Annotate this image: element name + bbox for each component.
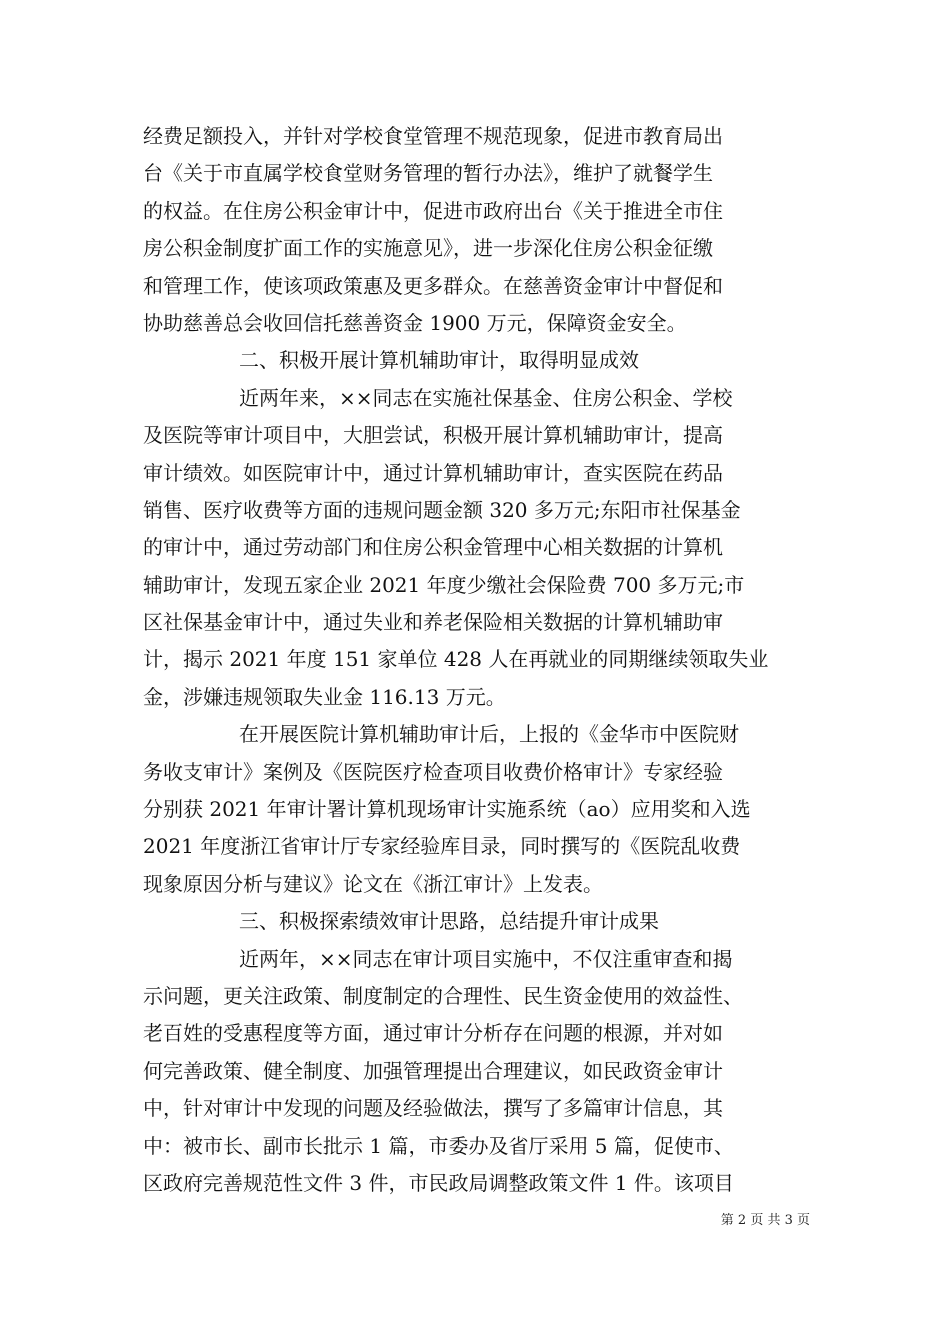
text-line: 2021 年度浙江省审计厅专家经验库目录，同时撰写的《医院乱收费 xyxy=(143,834,741,859)
section-heading: 三、积极探索绩效审计思路，总结提升审计成果 xyxy=(239,909,659,934)
text-line: 和管理工作，使该项政策惠及更多群众。在慈善资金审计中督促和 xyxy=(143,273,723,298)
text-line: 示问题，更关注政策、制度制定的合理性、民生资金使用的效益性、 xyxy=(143,983,743,1008)
body-text xyxy=(143,118,807,1202)
text-line: 老百姓的受惠程度等方面，通过审计分析存在问题的根源，并对如 xyxy=(143,1021,723,1046)
text-line: 经费足额投入，并针对学校食堂管理不规范现象，促进市教育局出 xyxy=(143,124,723,148)
text-line: 区政府完善规范性文件 3 件，市民政局调整政策文件 1 件。该项目 xyxy=(143,1170,734,1195)
text-line: 中，针对审计中发现的问题及经验做法，撰写了多篇审计信息，其 xyxy=(143,1096,723,1121)
text-line: 台《关于市直属学校食堂财务管理的暂行办法》，维护了就餐学生 xyxy=(143,161,713,186)
text-line: 及医院等审计项目中，大胆尝试，积极开展计算机辅助审计，提高 xyxy=(143,423,723,448)
paragraph-first-line: 近两年，××同志在审计项目实施中，不仅注重审查和揭 xyxy=(239,946,733,971)
text-line: 的权益。在住房公积金审计中，促进市政府出台《关于推进全市住 xyxy=(143,198,723,223)
text-line: 房公积金制度扩面工作的实施意见》，进一步深化住房公积金征缴 xyxy=(143,236,713,261)
text-line: 审计绩效。如医院审计中，通过计算机辅助审计，查实医院在药品 xyxy=(143,460,723,485)
text-line: 务收支审计》案例及《医院医疗检查项目收费价格审计》专家经验 xyxy=(143,759,723,784)
text-line: 区社保基金审计中，通过失业和养老保险相关数据的计算机辅助审 xyxy=(143,610,723,635)
section-heading: 二、积极开展计算机辅助审计，取得明显成效 xyxy=(239,348,639,373)
paragraph-first-line: 近两年来，××同志在实施社保基金、住房公积金、学校 xyxy=(239,385,733,410)
text-line: 辅助审计，发现五家企业 2021 年度少缴社会保险费 700 多万元;市 xyxy=(143,572,745,597)
text-line: 金，涉嫌违规领取失业金 116.13 万元。 xyxy=(143,684,506,709)
text-line: 何完善政策、健全制度、加强管理提出合理建议，如民政资金审计 xyxy=(143,1058,723,1083)
text-line: 计，揭示 2021 年度 151 家单位 428 人在再就业的同期继续领取失业 xyxy=(143,647,769,672)
paragraph-first-line: 在开展医院计算机辅助审计后，上报的《金华市中医院财 xyxy=(239,722,739,747)
text-line: 协助慈善总会收回信托慈善资金 1900 万元，保障资金安全。 xyxy=(143,310,687,335)
text-line: 中：被市长、副市长批示 1 篇，市委办及省厅采用 5 篇，促使市、 xyxy=(143,1133,734,1158)
page-number-footer: 第 2 页 共 3 页 xyxy=(720,1213,810,1228)
text-line: 的审计中，通过劳动部门和住房公积金管理中心相关数据的计算机 xyxy=(143,535,723,560)
text-line: 现象原因分析与建议》论文在《浙江审计》上发表。 xyxy=(143,871,603,896)
text-line: 销售、医疗收费等方面的违规问题金额 320 多万元;东阳市社保基金 xyxy=(143,497,741,522)
text-line: 分别获 2021 年审计署计算机现场审计实施系统（ao）应用奖和入选 xyxy=(143,797,751,822)
